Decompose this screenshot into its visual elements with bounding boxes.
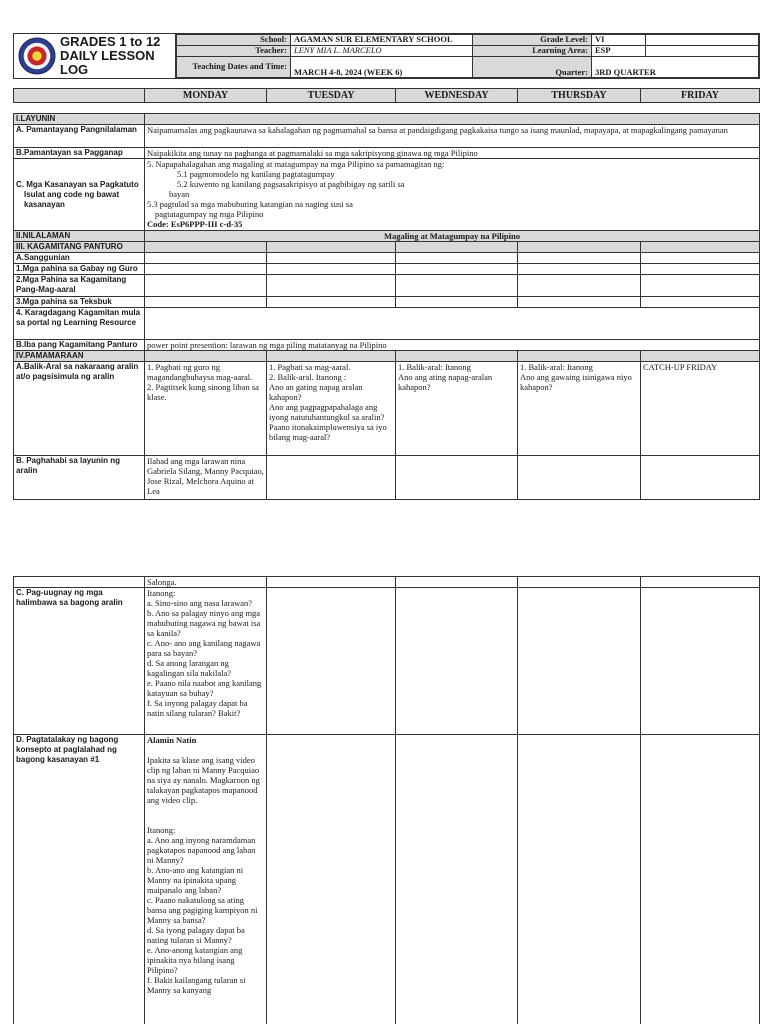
- dates-label: Teaching Dates and Time:: [177, 57, 291, 78]
- deped-seal-icon: [18, 37, 56, 75]
- pagganap-label: B.Pamantayan sa Pagganap: [14, 148, 145, 159]
- lesson-log-header: [13, 33, 760, 79]
- pagtatalakay-label: D. Pagtatalakay ng bagong konsepto at paglalahad ng bagong kasanayan #1: [14, 735, 145, 1024]
- balik-friday: CATCH-UP FRIDAY: [641, 362, 760, 456]
- grade-value: VI: [592, 35, 646, 46]
- uugnay-monday: Itanong: a. Sino-sino ang nasa larawan? b. Ano sa palagay ninyo ang mga mabubuting nagawa ng bawat isa sa kanila? c. Ano- ano ang kanilang nagawa para sa bayan? d. Sa anong larangan ng kagalingan sila nakilala? e. Paano nila naabot ang kanilang katayuan sa buhay? f. Sa inyong palagay dapat ba natin silang tularan? Bakit?: [145, 588, 267, 735]
- header-info-table: [176, 34, 759, 78]
- balik-thursday: 1. Balik-aral: Itanong Ano ang gawaing isinigawa niyo kahapon?: [518, 362, 641, 456]
- iba-text: power point presention: larawan ng mga piling matatanyag na Pilipino: [145, 340, 760, 351]
- day-header-row: [13, 88, 760, 103]
- quarter-value: 3RD QUARTER: [592, 57, 759, 78]
- log-title: [60, 35, 175, 77]
- kagamitan-heading: III. KAGAMITANG PANTURO: [14, 242, 145, 253]
- teksbuk-label: 3.Mga pahina sa Teksbuk: [14, 297, 145, 308]
- pagtatalakay-monday: [145, 735, 267, 1024]
- kasanayan-5-3b: pagtatagumpay ng mga Pilipino: [155, 209, 264, 219]
- balik-tuesday: 1. Pagbati sa mag-aaral. 2. Balik-aral. Itanong : Ano an gating napag aralan kahapon? Ano ang pagpagpapahalaga ang iyong natutuhantungkol sa aralin? Paano itonakaimpluwensiya sa iyo bilang mag-aaral?: [267, 362, 396, 456]
- day-monday: MONDAY: [145, 89, 267, 103]
- pamamaraan-heading: IV.PAMAMARAAN: [14, 351, 145, 362]
- lesson-table-part-1: [13, 113, 760, 500]
- logo-box: [14, 34, 176, 78]
- kasanayan-label-1: C. Mga Kasanayan sa Pagkatuto: [16, 179, 139, 189]
- pagganap-text: Naipakikita ang tunay na paghanga at pagmamalaki sa mga sakripisyong ginawa ng mga Pilipino: [145, 148, 760, 159]
- school-value: AGAMAN SUR ELEMENTARY SCHOOL: [291, 35, 473, 46]
- kasanayan-5: 5. Napapahalagahan ang magaling at matagumpay na mga Pilipino sa pamamagitan ng:: [147, 159, 445, 169]
- alamin-heading: Alamin Natin: [147, 735, 197, 745]
- title-line-2: DAILY LESSON LOG: [60, 48, 155, 77]
- layunin-heading: I.LAYUNIN: [14, 114, 145, 125]
- balik-monday: 1. Pagbati ng guro ng magandangbuhaysa mag-aaral. 2. Pagtitsek kung sinong liban sa klase.: [145, 362, 267, 456]
- day-thursday: THURSDAY: [518, 89, 641, 103]
- balik-wednesday: 1. Balik-aral: Itanong Ano ang ating napag-aralan kahapon?: [396, 362, 518, 456]
- kasanayan-5-3: 5.3 pagtulad sa mga mabubuting katangian na naging susi sa: [147, 199, 353, 209]
- paghahabi-monday: Ilahad ang mga larawan nina Gabriela Silang, Manny Pacquiao, Jose Rizal, Melchora Aquino at Lea: [145, 456, 267, 500]
- area-label: Learning Area:: [473, 46, 592, 57]
- pagtatalakay-text: Ipakita sa klase ang isang video clip ng laban ni Manny Pacquiao na siya ay nanalo. Magkaroon ng talakayan pagkatapos mapanood ang video clip. Itanong: a. Ano ang inyong naramdaman pagkatapos napanood ang laban ni Manny? b. Ano-ano ang katangian ni Manny na ipinakita upang maipanalo ang laban? c. Paano nakatulong sa ating bansa ang pagiging kampiyon ni Manny sa bansa? d. Sa iyong palagay dapat ba nating tularan si Manny? e. Ano-anong katangian ang ipinakita nya bilang isang Pilipino? f. Bakit kailangang tularan si Manny sa kanyang: [147, 755, 260, 995]
- pamantayang-label: A. Pamantayang Pangnilalaman: [14, 125, 145, 148]
- teacher-value: LENY MIA L. MARCELO: [291, 46, 473, 57]
- lesson-table-part-2: [13, 576, 760, 1024]
- kasanayan-5-2b: bayan: [169, 189, 190, 199]
- quarter-label: Quarter:: [473, 57, 592, 78]
- kasanayan-label: [14, 159, 145, 231]
- paghahabi-label: B. Paghahabi sa layunin ng aralin: [14, 456, 145, 500]
- kasanayan-5-1: 5.1 pagmomodelo ng kanilang pagtatagumpay: [177, 169, 335, 179]
- kasanayan-code: Code: EsP6PPP-III c-d-35: [147, 219, 243, 229]
- nilalaman-label: II.NILALAMAN: [14, 231, 145, 242]
- uugnay-label: C. Pag-uugnay ng mga halimbawa sa bagong aralin: [14, 588, 145, 735]
- day-friday: FRIDAY: [641, 89, 760, 103]
- iba-label: B.Iba pang Kagamitang Panturo: [14, 340, 145, 351]
- paghahabi-continued: Salonga.: [145, 577, 267, 588]
- karagdagang-label: 4. Karagdagang Kagamitan mula sa portal ng Learning Resource: [14, 308, 145, 340]
- nilalaman-text: Magaling at Matagumpay na Pilipino: [145, 231, 760, 242]
- sanggunian-label: A.Sanggunian: [14, 253, 145, 264]
- day-wednesday: WEDNESDAY: [396, 89, 518, 103]
- kasanayan-5-2: 5.2 kuwento ng kanilang pagsasakripisyo at pagbibigay ng sarili sa: [177, 179, 405, 189]
- kasanayan-label-2: Isulat ang code ng bawat kasanayan: [24, 189, 120, 209]
- area-value: ESP: [592, 46, 646, 57]
- pamantayang-text: Naipamamalas ang pagkaunawa sa kahalagahan ng pagmamahal sa bansa at pandaigdigang pagkakaisa tungo sa isang maunlad, mapayapa, at mapagkalingang pamayanan: [145, 125, 760, 148]
- dates-value: MARCH 4-8, 2024 (WEEK 6): [291, 57, 473, 78]
- kasanayan-text: [145, 159, 760, 231]
- school-label: School:: [177, 35, 291, 46]
- kagamitang-label: 2.Mga Pahina sa Kagamitang Pang-Mag-aaral: [14, 275, 145, 297]
- grade-label: Grade Level:: [473, 35, 592, 46]
- teacher-label: Teacher:: [177, 46, 291, 57]
- balik-label: A.Balik-Aral sa nakaraang aralin at/o pagsisimula ng aralin: [14, 362, 145, 456]
- day-tuesday: TUESDAY: [267, 89, 396, 103]
- title-line-1: GRADES 1 to 12: [60, 34, 161, 49]
- gabay-label: 1.Mga pahina sa Gabay ng Guro: [14, 264, 145, 275]
